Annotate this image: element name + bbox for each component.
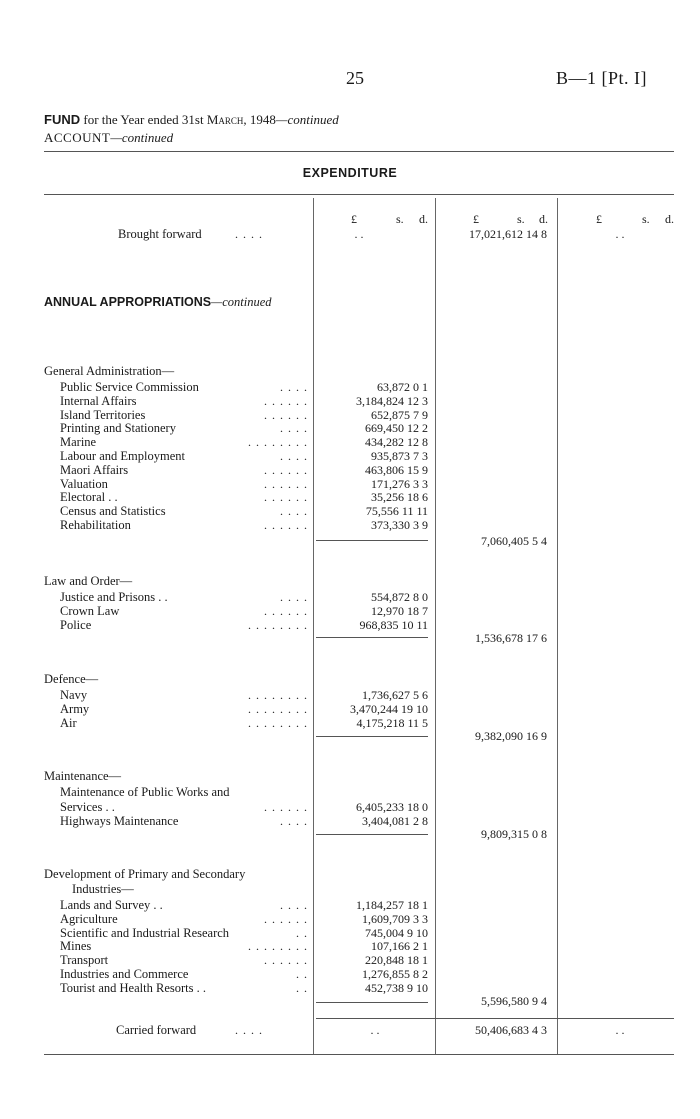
column-rule-3: [557, 198, 558, 1054]
general-item-amount: 434,282 12 8: [365, 435, 428, 450]
general-item-label: Labour and Employment: [60, 449, 185, 463]
general-item-amount: 935,873 7 3: [371, 449, 428, 463]
defence-item-label: Air: [60, 715, 77, 730]
general-item-amount: 35,256 18 6: [371, 490, 428, 505]
development-item-label: Tourist and Health Resorts . .: [60, 980, 206, 995]
development-item-leader: . . . . . .: [264, 953, 308, 968]
carried-forward-col3: . .: [615, 1023, 625, 1037]
fund-title: [44, 112, 339, 128]
carried-forward-leader: . . . .: [235, 1023, 263, 1037]
defence-item-amount: 4,175,218 11 5: [356, 715, 428, 730]
fund-year: , 1948: [243, 112, 276, 127]
general-item-amount: 463,806 15 9: [365, 462, 428, 477]
general-item-label: Census and Statistics: [60, 504, 166, 519]
general-item-leader: . . . .: [280, 449, 308, 463]
defence-subtotal-rule: [316, 736, 428, 737]
fund-month: March: [206, 112, 244, 127]
development-item-leader: . .: [296, 925, 308, 940]
development-item-label: Mines: [60, 939, 92, 954]
maintenance-item-label: Highways Maintenance: [60, 813, 179, 828]
law-item-label: Police: [60, 617, 92, 632]
development-item-leader: . . . . . .: [264, 911, 308, 926]
development-item-amount: 745,004 9 10: [365, 925, 428, 940]
general-item-leader: . . . . . .: [264, 476, 308, 491]
general-item-amount: 63,872 0 1: [377, 380, 428, 394]
law-item-amount: 12,970 18 7: [371, 603, 428, 618]
page-number: 25: [346, 68, 364, 88]
general-item-label: Printing and Stationery: [60, 421, 176, 436]
development-item-label: Agriculture: [60, 911, 118, 926]
brought-forward-col3: . .: [615, 227, 625, 241]
law-subtotal-rule: [316, 637, 428, 638]
defence-item-leader: . . . . . . . .: [248, 688, 308, 702]
general-item-leader: . . . . . .: [264, 518, 308, 532]
col2-pound: £: [473, 212, 479, 226]
maintenance-item-amount: 6,405,233 18 0: [356, 800, 428, 814]
defence-item-label: Navy: [60, 688, 88, 702]
general-item-leader: . . . . . .: [264, 490, 308, 505]
maintenance-heading: Maintenance—: [44, 769, 122, 783]
general-item-label: Public Service Commission: [60, 380, 199, 394]
general-item-amount: 75,556 11 11: [365, 504, 428, 519]
law-item-leader: . . . . . .: [264, 603, 308, 618]
col2-shilling: s.: [517, 212, 525, 226]
annual-appropriations-heading: [44, 295, 272, 310]
carried-forward-label: Carried forward: [116, 1023, 197, 1037]
development-item-label: Transport: [60, 953, 109, 968]
development-item-amount: 1,276,855 8 2: [362, 967, 428, 981]
general-item-leader: . . . . . .: [264, 393, 308, 408]
maintenance-item-amount: 3,404,081 2 8: [362, 813, 428, 828]
general-total: 7,060,405 5 4: [481, 534, 547, 548]
general-item-label: Island Territories: [60, 407, 146, 422]
annual-continued: —continued: [211, 295, 272, 309]
development-item-amount: 107,166 2 1: [371, 939, 428, 954]
development-item-amount: 452,738 9 10: [365, 980, 428, 995]
defence-item-amount: 1,736,627 5 6: [362, 688, 428, 702]
maintenance-total: 9,809,315 0 8: [481, 827, 547, 841]
top-rule: [44, 151, 674, 152]
development-item-leader: . .: [296, 967, 308, 981]
col3-pence: d.: [665, 212, 674, 226]
defence-item-leader: . . . . . . . .: [248, 715, 308, 730]
brought-forward-leader: . . . .: [235, 227, 263, 241]
general-item-leader: . . . .: [280, 380, 308, 394]
col2-pence: d.: [539, 212, 548, 226]
account-word: ACCOUNT: [44, 130, 111, 145]
general-item-amount: 669,450 12 2: [365, 421, 428, 436]
expenditure-heading: EXPENDITURE: [302, 166, 398, 180]
law-total: 1,536,678 17 6: [475, 631, 547, 645]
defence-item-label: Army: [60, 701, 90, 716]
maintenance-line1: Maintenance of Public Works and: [60, 785, 230, 799]
account-continued: —continued: [110, 130, 174, 145]
document-reference: B—1 [Pt. I]: [556, 68, 647, 88]
defence-heading: Defence—: [44, 672, 99, 686]
general-item-label: Valuation: [60, 476, 108, 491]
law-item-amount: 554,872 8 0: [371, 590, 428, 604]
development-heading: Development of Primary and Secondary: [44, 867, 246, 881]
general-item-label: Marine: [60, 435, 97, 450]
column-rule-1: [313, 198, 314, 1054]
defence-total: 9,382,090 16 9: [475, 729, 547, 743]
maintenance-subtotal-rule: [316, 834, 428, 835]
general-subtotal-rule: [316, 540, 428, 541]
law-heading: Law and Order—: [44, 574, 133, 588]
brought-forward-col2: 17,021,612 14 8: [469, 227, 547, 241]
development-item-label: Lands and Survey . .: [60, 898, 163, 912]
general-item-label: Internal Affairs: [60, 393, 137, 408]
general-item-label: Rehabilitation: [60, 518, 131, 532]
carried-forward-col1: . .: [370, 1023, 380, 1037]
carried-forward-col2: 50,406,683 4 3: [475, 1023, 547, 1037]
maintenance-item-leader: . . . .: [280, 813, 308, 828]
defence-item-amount: 3,470,244 19 10: [350, 701, 428, 716]
development-item-label: Scientific and Industrial Research: [60, 925, 230, 940]
law-item-label: Crown Law: [60, 603, 120, 618]
development-heading2: Industries—: [72, 882, 134, 896]
fund-mid: for the Year ended 31st: [83, 112, 204, 127]
col1-shilling: s.: [396, 212, 404, 226]
annual-title: ANNUAL APPROPRIATIONS: [44, 295, 212, 309]
general-item-amount: 171,276 3 3: [371, 476, 428, 491]
col3-pound: £: [596, 212, 602, 226]
law-item-amount: 968,835 10 11: [359, 617, 428, 632]
col1-pence: d.: [419, 212, 428, 226]
general-item-amount: 3,184,824 12 3: [356, 393, 428, 408]
development-item-label: Industries and Commerce: [60, 967, 189, 981]
general-item-label: Maori Affairs: [60, 462, 129, 477]
law-item-leader: . . . .: [280, 590, 308, 604]
development-subtotal-rule: [316, 1002, 428, 1003]
bottom-rule: [44, 1054, 674, 1055]
law-item-leader: . . . . . . . .: [248, 617, 308, 632]
general-item-amount: 652,875 7 9: [371, 407, 428, 422]
development-item-leader: . . . .: [280, 898, 308, 912]
general-item-amount: 373,330 3 9: [371, 518, 428, 532]
fund-word: FUND: [44, 112, 81, 127]
column-rule-2: [435, 198, 436, 1054]
general-item-leader: . . . . . . . .: [248, 435, 308, 450]
fund-continued: —continued: [275, 112, 339, 127]
development-item-leader: . .: [296, 980, 308, 995]
development-item-amount: 1,184,257 18 1: [356, 898, 428, 912]
header-rule: [44, 194, 674, 195]
col3-shilling: s.: [642, 212, 650, 226]
defence-item-leader: . . . . . . . .: [248, 701, 308, 716]
general-item-leader: . . . .: [280, 421, 308, 436]
development-item-leader: . . . . . . . .: [248, 939, 308, 954]
law-item-label: Justice and Prisons . .: [60, 590, 168, 604]
account-title: [44, 130, 173, 146]
general-item-leader: . . . . . .: [264, 462, 308, 477]
maintenance-item-label: Services . .: [60, 800, 115, 814]
general-heading: General Administration—: [44, 364, 175, 378]
brought-forward-label: Brought forward: [118, 227, 202, 241]
maintenance-item-leader: . . . . . .: [264, 800, 308, 814]
general-item-label: Electoral . .: [60, 490, 118, 505]
development-total: 5,596,580 9 4: [481, 994, 547, 1008]
brought-forward-col1: . .: [354, 227, 364, 241]
general-item-leader: . . . .: [280, 504, 308, 519]
development-item-amount: 1,609,709 3 3: [362, 911, 428, 926]
carried-forward-rule: [316, 1018, 674, 1019]
development-item-amount: 220,848 18 1: [365, 953, 428, 968]
general-item-leader: . . . . . .: [264, 407, 308, 422]
col1-pound: £: [351, 212, 357, 226]
